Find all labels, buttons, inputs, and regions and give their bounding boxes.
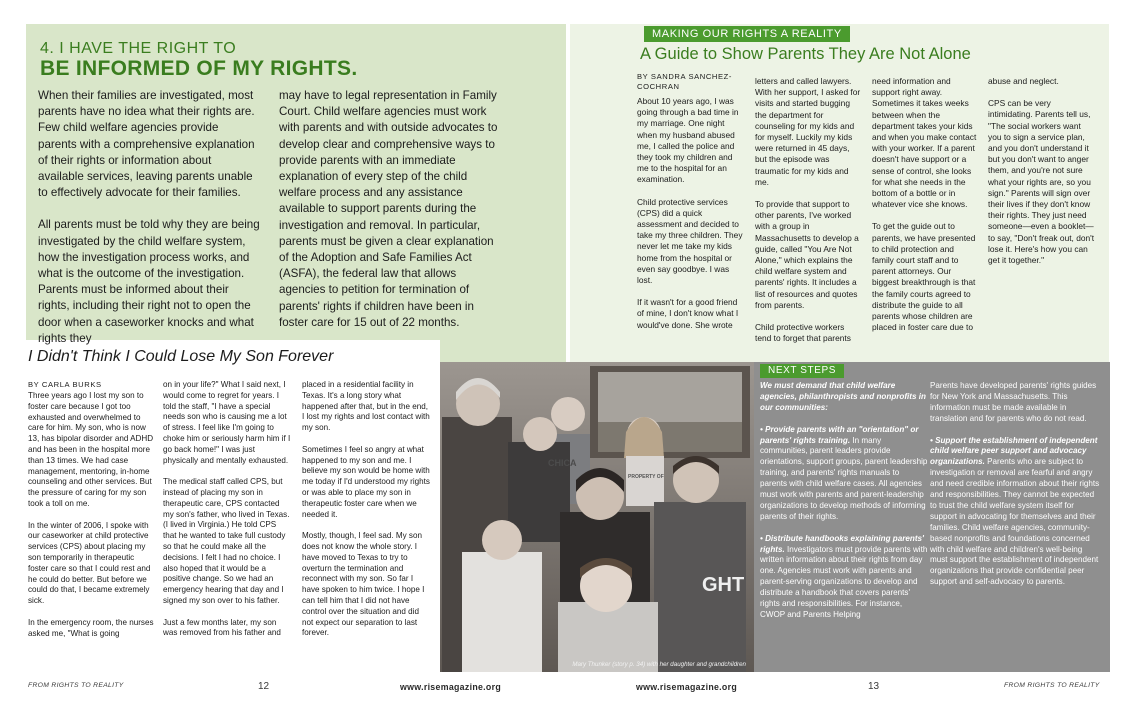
paragraph: need information and support right away. Sometimes it takes weeks between when the department takes your kids and when you make contact with your worker. If a parent doesn't have support or a sense of control, she looks for what she needs in the bottom of a bottle or in whatever vice she knows. bbox=[872, 76, 977, 210]
footer-url-right[interactable]: www.risemagazine.org bbox=[636, 682, 738, 692]
next-steps-intro bbox=[760, 381, 928, 414]
next-steps-item bbox=[930, 436, 1100, 589]
guide-headline: A Guide to Show Parents They Are Not Alone bbox=[640, 45, 971, 63]
paragraph: may have to legal representation in Family Court. Child welfare agencies must work with parents and with outside advocates to develop clear and comprehensive ways to provide parents with an immediate explanation of every step of the child welfare process and any assistance available to support parents during the investigation and removal. In particular, parents must be given a clear explanation of the Adoption and Safe Families Act (ASFA), the federal law that allows agencies to petition for termination of parents' rights if children have been in foster care for 15 out of 22 months. bbox=[279, 89, 498, 329]
paragraph: In the emergency room, the nurses asked me, "What is going bbox=[28, 617, 154, 638]
guide-column-1 bbox=[637, 96, 743, 342]
son-column-3 bbox=[302, 380, 430, 650]
footer-url-left[interactable]: www.risemagazine.org bbox=[400, 682, 502, 692]
item-body: In many communities, parent leaders provide orientations, support groups, parent leadership training, and parents' rights manuals to parents with child welfare cases. All agencies must work with parents and parent-leadership organizations to develop methods of informing parents of their rights. bbox=[760, 435, 928, 521]
paragraph: on in your life?" What I said next, I would come to regret for years. I told the staff, "I have a special needs son who is causing me a lot of stress. I feel like I'm going to choke him or seriously harm him if I go back home!" I was just physically and mentally exhausted. bbox=[163, 380, 291, 465]
paragraph: CPS can be very intimidating. Parents tell us, "The social workers want you to sign a service plan, and you don't understand it but you don't want to anger them, and you're not sure what your rights are, so you sign." Parents will sign over their lives if they don't know their rights. They just need someone—even a booklet—to say, "Don't freak out, don't lose it. Here's how you can get it together." bbox=[988, 98, 1095, 266]
rights-column-1 bbox=[38, 88, 260, 363]
section-tab: MAKING OUR RIGHTS A REALITY bbox=[644, 26, 850, 42]
paragraph: Just a few months later, my son was removed from his father and bbox=[163, 617, 281, 638]
next-steps-column-1 bbox=[760, 381, 928, 632]
paragraph: abuse and neglect. bbox=[988, 76, 1059, 86]
rights-kicker: 4. I HAVE THE RIGHT TO bbox=[40, 40, 237, 57]
shirt-text: GHT bbox=[702, 574, 745, 596]
paragraph: Child protective workers tend to forget that parents bbox=[755, 322, 851, 344]
paragraph: Child protective services (CPS) did a quick assessment and decided to take my three children. They never let me take my kids home from the hospital or even say goodbye. I was lost. bbox=[637, 196, 743, 286]
guide-column-4 bbox=[988, 76, 1096, 277]
son-byline: BY CARLA BURKS bbox=[28, 380, 102, 389]
family-photo-illustration bbox=[440, 362, 754, 672]
paragraph: letters and called lawyers. With her support, I asked for visits and started bugging the department for counseling for my kids and for myself. Luckily my kids were returned in 45 days, but the episode was traumatic for my kids and me. bbox=[755, 76, 861, 187]
guide-column-2 bbox=[755, 76, 861, 355]
footer-right-label: FROM RIGHTS TO REALITY bbox=[1004, 682, 1100, 689]
rights-column-2 bbox=[279, 88, 501, 347]
paragraph: When their families are investigated, most parents have no idea what their rights are. Few child welfare agencies provide parents with a comprehensive explanation of their rights or information about available services, leaving parents unable to effectively advocate for their families. bbox=[38, 89, 255, 200]
shirt-text: CHICA bbox=[548, 458, 577, 468]
guide-byline: BY SANDRA SANCHEZ-COCHRAN bbox=[637, 72, 733, 91]
paragraph: The medical staff called CPS, but instead of placing my son in therapeutic care, CPS contacted my son's father, who lived in Texas. (I lived in Virginia.) He told CPS that he wanted to take full custody so that he could make all the decisions. I felt I had no choice. I also hoped that it would be a positive change. So we had an emergency hearing that day and I signed my son over to his father. bbox=[163, 477, 290, 605]
family-photo bbox=[440, 362, 754, 672]
son-headline: I Didn't Think I Could Lose My Son Forever bbox=[28, 348, 334, 365]
paragraph: To get the guide out to parents, we have presented to child protection and family court staff and to parent attorneys. Our biggest breakthrough is that the family courts agreed to distribute the guide to all parents whose children are placed in foster care due to bbox=[872, 221, 976, 333]
page-number-left: 12 bbox=[258, 681, 270, 692]
intro-text: We must demand that child welfare agencies, philanthropists and nonprofits in our communities: bbox=[760, 381, 926, 412]
next-steps-column-2 bbox=[930, 381, 1100, 599]
next-steps-tab: NEXT STEPS bbox=[760, 364, 844, 378]
rights-headline: BE INFORMED OF MY RIGHTS. bbox=[40, 57, 358, 80]
paragraph: Parents have developed parents' rights guides for New York and Massachusetts. This information must be made available in translation and for parents who do not read. bbox=[930, 381, 1097, 423]
item-body: Investigators must provide parents with written information about their rights from day one. Agencies must work with parents and parent-serving organizations to develop and distribute a handbook that covers parents' rights and responsibilities. For instance, CWOP and Parents Helping bbox=[760, 544, 928, 619]
shirt-text: PROPERTY OF bbox=[628, 474, 664, 480]
paragraph: Mostly, though, I feel sad. My son does not know the whole story. I have moved to Texas to try to overturn the termination and reconnect with my son. So far I have spoken to him twice. I hope I can tell him that I did not have control over the situation and did not expect our separation to last forever. bbox=[302, 531, 425, 638]
paragraph: To provide that support to other parents, I've worked with a group in Massachusetts to develop a guide, called "You Are Not Alone," which explains the child welfare system and parents' rights. It includes a list of resources and quotes from parents. bbox=[755, 199, 859, 310]
son-column-1 bbox=[28, 391, 156, 650]
item-title: • Provide parents with an "orientation" or parents' rights training. bbox=[760, 424, 919, 445]
page-number-right: 13 bbox=[868, 681, 880, 692]
paragraph: Three years ago I lost my son to foster care because I got too exhausted and overwhelmed to care for him. My son, who is now 13, has bipolar disorder and ADHD and has been in the hospital more than 13 times. We had case management, mentoring, in-home counseling and other services. But the pressure of caring for my son took a toll on me. bbox=[28, 391, 154, 508]
guide-column-3 bbox=[872, 76, 978, 344]
paragraph: If it wasn't for a good friend of mine, I don't know what I would've done. She wrote bbox=[637, 297, 739, 330]
photo-caption: Mary Thunker (story p. 34) with her daughter and grandchildren bbox=[572, 661, 746, 668]
next-steps-item bbox=[760, 534, 928, 621]
paragraph: About 10 years ago, I was going through a bad time in my marriage. One night when my husband abused me, I called the police and they took my children and me to the hospital for an examination. bbox=[637, 96, 739, 185]
item-body: Parents who are subject to investigation or removal are fearful and angry and need credible information about their rights and responsibilities. They cannot be expected to trust the child welfare system itself for support in advocating for themselves and their families. Child welfare agencies, community-based nonprofits and foundations concerned with child welfare and children's well-being must support the establishment of independent organizations that provide confidential peer support and self-advocacy to parents. bbox=[930, 457, 1100, 587]
next-steps-item bbox=[760, 425, 928, 523]
item-title: • Distribute handbooks explaining parents' rights. bbox=[760, 533, 924, 554]
item-title: • Support the establishment of independent child welfare peer support and advocacy organizations. bbox=[930, 435, 1098, 467]
paragraph: All parents must be told why they are being investigated by the child welfare system, how the investigation process works, and what is the outcome of the investigation. Parents must be informed about their rights, including their right not to open the door when a caseworker knocks and what rights they bbox=[38, 218, 260, 345]
son-column-2 bbox=[163, 380, 291, 650]
paragraph: Sometimes I feel so angry at what happened to my son and me. I believe my son would be home with me today if I'd understood my rights or was able to place my son in therapeutic foster care when we needed it. bbox=[302, 444, 430, 519]
paragraph: In the winter of 2006, I spoke with our caseworker at child protective services (CPS) about placing my son temporarily in therapeutic foster care so that I could rest and he could do better. But before we could do that, I became extremely sick. bbox=[28, 520, 151, 606]
paragraph: placed in a residential facility in Texas. It's a long story what happened after that, but in the end, I lost my rights and lost contact with my son. bbox=[302, 380, 430, 433]
footer-left-label: FROM RIGHTS TO REALITY bbox=[28, 682, 124, 689]
